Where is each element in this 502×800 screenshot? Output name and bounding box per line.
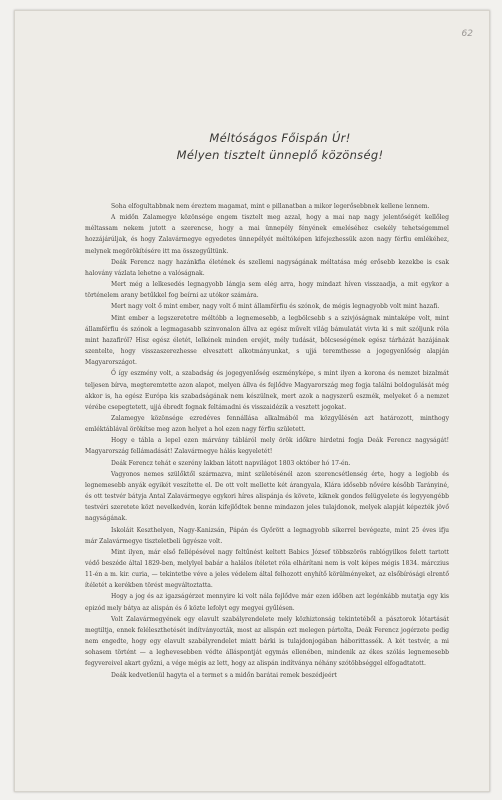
paragraph: Hogy a jog és az igazságérzet mennyire ki volt nála fejlődve már ezen időben azt legénkább mutatja egy kis epizód mely bátya az alispán és ő közte lefolyt egy megyei gyűlésen.: [85, 593, 449, 612]
paragraph: Deák Ferencz nagy hazánkfia életének és szellemi nagyságának méltatása még erősebb kezekbe is csak halovány vázlata lehetne a valóságnak.: [85, 258, 449, 277]
paragraph: Deák Ferencz tehát e szerény lakban látott napvilágot 1803 október hó 17-én.: [111, 459, 351, 467]
salutation-heading: Méltóságos Főispán Úr!: [209, 131, 351, 145]
document-page: [14, 10, 490, 792]
paragraph: Mert még a lelkesedés legnagyobb lángja sem elég arra, hogy mindazt híven visszaadja, a mit egykor a történelem arany betűkkel fog beírni az utókor számára.: [85, 281, 449, 300]
paragraph: Mert nagy volt ő mint ember, nagy volt ő mint államférfiu és szónok, de mégis legnagyobb volt mint hazafi.: [111, 303, 440, 311]
paragraph: Mint ilyen, már első fellépésével nagy feltűnést keltett Babics József többszörös rablógyilkos felett tartott védő beszéde által 1829-ben, melylyel babár a halálos ítéletet róla elhárítani nem is volt képes mégis 1834. márczius 11-én a m. kir. curia, — tekintetbe véve a jeles védelem által felhozott enyhítő körülményeket, az elsőbírósági elrentő ítéletét a kerékben törést megváltoztatta.: [85, 548, 449, 590]
paragraph: A midőn Zalamegye közönsége engem tisztelt meg azzal, hogy a mai nap nagy jelentőségét kellőleg méltassam nekem jutott a szerencse, hogy a mai ünnepély fényének emeléséhez csekély tehetségemmel hozzájárúljak, és hogy Zalavármegye egyedetes ünnepélyét méltóképen kifejezhessük azon nagy férfiu emlékéhez, melynek megörökítésére itt ma összegyűltünk.: [85, 214, 449, 255]
pencil-page-number: 62: [461, 29, 473, 39]
speech-body: [85, 201, 449, 681]
paragraph: Iskoláit Keszthelyen, Nagy-Kanizsán, Pápán és Győrött a legnagyobb sikerrel bevégezte, mint 25 éves ifju már Zalavármegye tiszteletbeli ügyésze volt.: [85, 526, 449, 545]
paragraph: Ő így eszmény volt, a szabadság és jogegyenlőség eszményképe, s mint ilyen a korona és nemzet bizalmát teljesen bírva, megteremtette azon alapot, melyen állva és fejlődve Magyarország meg fogja találni boldogulását még akkor is, ha egész Európa kis szabadságának nem készülnek, mert azok a nagyszerű eszmék, melyeket ő a nemzet vérébe csepegtetett, ujjá ébredt fognak feltámadni és visszaidézik a vesztett jogokat.: [85, 370, 449, 411]
paragraph: Volt Zalavármegyének egy elavult szabályrendelete mely közhiztonság tekintetéből a pásztorok lótartását megtiltja, ennek feléleszthetését indítványozták, most az alispán ezt melegen pártolta, Deák Ferencz jogérzete pedig nem engedte, hogy egy elavult szabályrendelet miatt bárki is tulajdonjogában háborittassék. A két testvér, a mi sohasem történt — a leghevesebben védte álláspontját egymás ellenében, mindenik az ékes szólás legnemesebb fegyvereivel akart győzni, a vége mégis az lett, hogy az alispán indítványa néhány szótöbbséggel elfogadtatott.: [85, 615, 449, 668]
paragraph: Vagyonos nemes szülőktől származva, mint születésénél azon szerencsétlenség érte, hogy a legjobb és legnemesebb anyák egyikét veszítette el. De ott volt mellette két árangyala, Klára idősebb nővére később Tarányiné, és ott testvér bátyja Antal Zalavármegye egykori híres alispánja és követe, kiknek gondos felügyelete és legyyengébb testvéri szeretete közt nevelkedvén, korán kifejlődtek benne mindazon jeles tulajdonok, melyek alapját képezték jövő nagyságának.: [85, 470, 449, 523]
paragraph: Mint ember a legszeretetre méltóbb a legnemesebb, a legbölcsebb s a szivjóságnak mintaképe volt, mint államférfiu és szónok a legmagasabb szinvonalon állva az egész művelt világ bámulatát vivta ki s mit szóljunk róla mint hazafiról? Hisz egész életét, lelkének minden erejét, mély tudását, bölcseségének egész tárházát hazájának szentelte, hogy visszaszerezhesse elvesztett alkotmányunkat, s ujjá teremthesse a jogegyenlőség alapján Magyarországot.: [85, 314, 449, 367]
paragraph: Deák kedvetlenül hagyta el a termet s a midőn barátai remek beszédjeért: [111, 671, 337, 679]
paragraph: Soha elfogultabbnak nem éreztem magamat, mint e pillanatban a mikor legerősebbnek kellene lennem.: [111, 203, 430, 210]
audience-heading: Mélyen tisztelt ünneplő közönség!: [176, 148, 384, 162]
paragraph: Hogy e tábla a lepel ezen márvány tábláról mely örök időkre hirdetni fogja Deák Ferencz nagyságát! Magyarország fellámadását! Zalavármegye hálás kegyeletét!: [85, 437, 449, 456]
paragraph: Zalamegye közönsége ezredéves fennállása alkalmából ma közgyűlésén azt határozott, minthogy emléktáblával örökítse meg azon helyet a hol ezen nagy férfiu született.: [85, 414, 449, 434]
